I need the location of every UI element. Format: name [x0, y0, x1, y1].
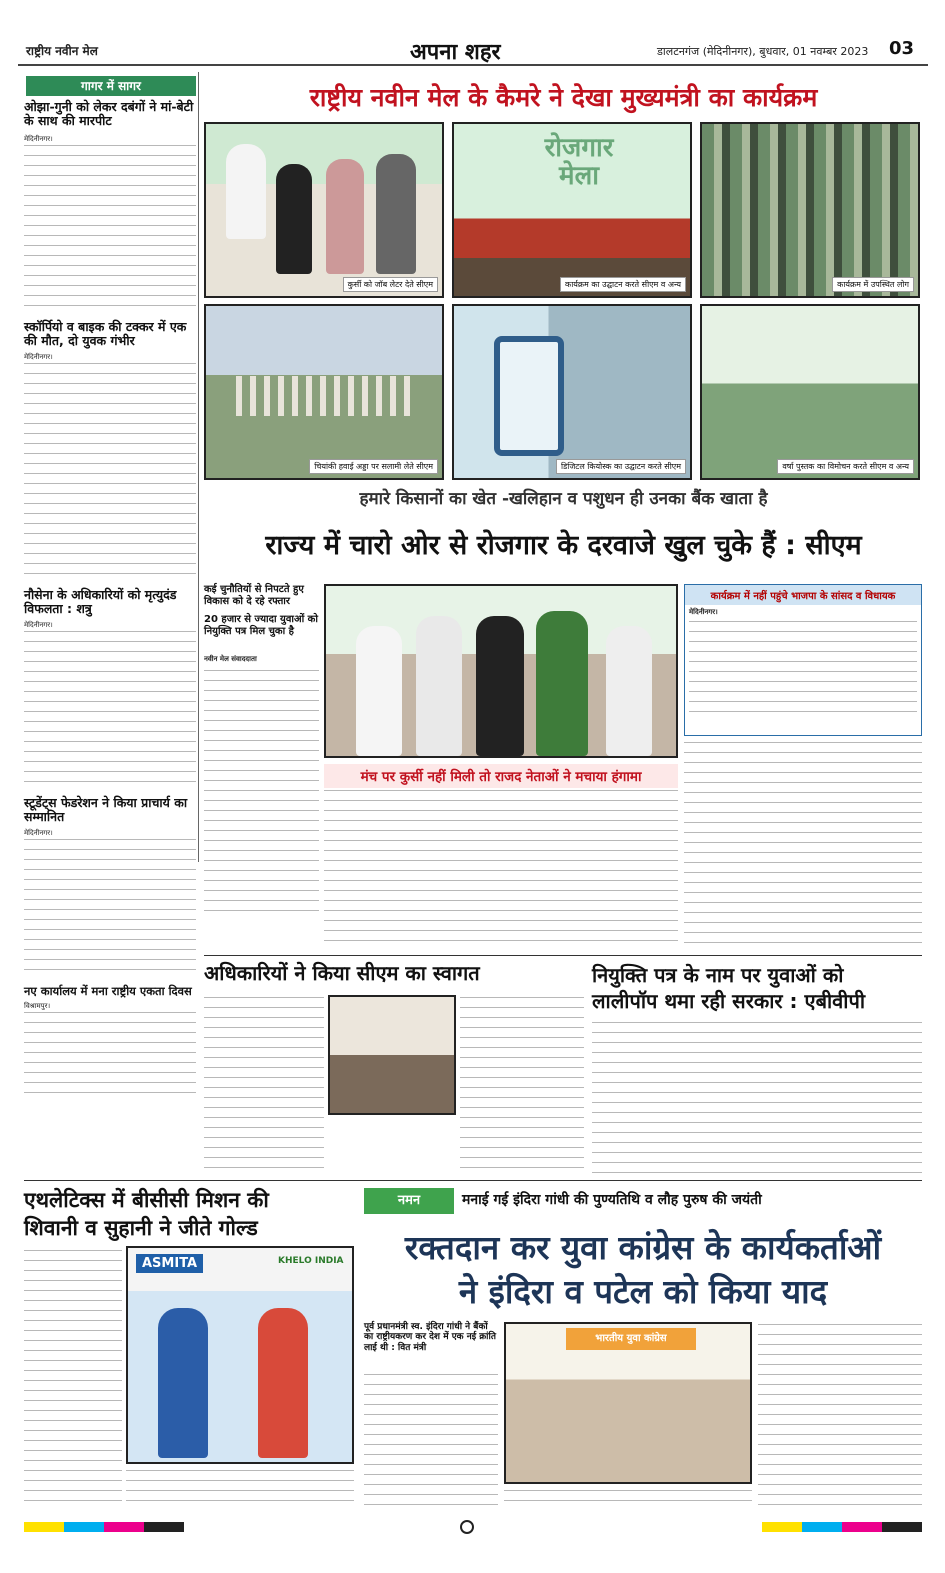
divider	[24, 1180, 922, 1181]
newspaper-logo: राष्ट्रीय नवीन मेल	[26, 44, 98, 58]
khelo-india-label: KHELO INDIA	[278, 1256, 344, 1266]
abvp-headline	[592, 962, 922, 1014]
box-headline: कार्यक्रम में नहीं पहुंचे भाजपा के सांसद व विधायक	[685, 585, 921, 605]
photo-digital-kiosk	[452, 304, 692, 480]
story-lead: मेदिनीनगर।	[24, 621, 53, 629]
story-headline: स्कॉर्पियो व बाइक की टक्कर में एक की मौत, दो युवक गंभीर	[24, 319, 187, 349]
main-headline: राज्य में चारो ओर से रोजगार के दरवाजे खुल चुके हैं : सीएम	[265, 530, 862, 561]
photo-blood-donation	[504, 1322, 752, 1484]
story-text	[689, 619, 917, 719]
photo-guard-of-honour	[204, 304, 444, 480]
photo-inauguration	[452, 122, 692, 298]
naman-title: मनाई गई इंदिरा गांधी की पुण्यतिथि व लौह पुरुष की जयंती	[462, 1192, 762, 1208]
story-text	[364, 1372, 498, 1510]
story-text	[24, 143, 196, 313]
story-text	[204, 995, 324, 1175]
story-text	[24, 1010, 196, 1102]
story-headline: नौसेना के अधिकारियों को मृत्युदंड विफलता : शत्रु	[24, 587, 177, 617]
page-number: 03	[889, 38, 915, 59]
column-divider	[198, 72, 199, 862]
story-text	[684, 740, 922, 950]
congress-banner: भारतीय युवा कांग्रेस	[566, 1328, 696, 1350]
photo-caption: डिजिटल कियोस्क का उद्घाटन करते सीएम	[556, 459, 686, 474]
story-lead: मेदिनीनगर।	[24, 135, 53, 143]
photo-officers-welcome	[328, 995, 456, 1115]
photo-cm-main	[324, 584, 678, 758]
story-text	[592, 1020, 922, 1175]
story-text	[504, 1488, 752, 1510]
story-lead: मेदिनीनगर।	[24, 353, 53, 361]
photo-caption: कार्यक्रम में उपस्थित लोग	[832, 277, 914, 292]
story-lead: मेदिनीनगर।	[24, 829, 53, 837]
photo-book-launch	[700, 304, 920, 480]
story-headline: स्टूडेंट्स फेडरेशन ने किया प्राचार्य का सम्मानित	[24, 795, 188, 825]
byline: नवीन मेल संवाददाता	[204, 654, 257, 663]
photo-cm-job-letter	[204, 122, 444, 298]
story-text	[460, 995, 584, 1175]
stage-sign: रोजगार	[544, 133, 614, 163]
stage-sign: मेला	[559, 161, 599, 191]
photo-feature-banner: राष्ट्रीय नवीन मेल के कैमरे ने देखा मुख्यमंत्री का कार्यक्रम	[309, 83, 818, 112]
story-text	[758, 1322, 922, 1510]
officers-headline: अधिकारियों ने किया सीएम का स्वागत	[204, 961, 480, 985]
headline-line: ने इंदिरा व पटेल को किया याद	[458, 1272, 828, 1311]
registration-mark	[460, 1520, 474, 1534]
photo-athletes	[126, 1246, 354, 1464]
story-headline: ओझा-गुनी को लेकर दबंगों ने मां-बेटी के साथ की मारपीट	[24, 99, 194, 129]
photo-caption: कुर्सी को जॉब लेटर देते सीएम	[343, 277, 438, 292]
story-headline: नए कार्यालय में मना राष्ट्रीय एकता दिवस	[24, 984, 192, 998]
sub-headline: हमारे किसानों का खेत -खलिहान व पशुधन ही उनका बैंक खाता है	[359, 489, 768, 509]
divider	[204, 955, 922, 956]
headline-line: नियुक्ति पत्र के नाम पर युवाओं को	[592, 963, 844, 987]
headline-line: रक्तदान कर युवा कांग्रेस के कार्यकर्ताओं	[404, 1228, 882, 1267]
story-lead: मेदिनीनगर।	[689, 607, 718, 616]
story-text	[126, 1468, 354, 1510]
left-column-header: गागर में सागर	[26, 76, 196, 96]
kicker: 20 हजार से ज्यादा युवाओं को नियुक्ति पत्र मिल चुका है	[204, 614, 318, 637]
story-text	[204, 668, 319, 918]
kicker: कई चुनौतियों से निपटते हुए विकास को दे रहे रफ्तार	[204, 584, 304, 607]
headline-line: एथलेटिक्स में बीसीसी मिशन की	[24, 1188, 269, 1212]
dateline: डालटनगंज (मेदिनीनगर), बुधवार, 01 नवम्बर 2023	[657, 45, 869, 58]
story-text	[24, 837, 196, 977]
photo-audience	[700, 122, 920, 298]
naman-tag: नमन	[364, 1188, 454, 1214]
congress-headline	[364, 1226, 922, 1314]
photo-caption: चियांकी हवाई अड्डा पर सलामी लेते सीएम	[309, 459, 438, 474]
boxed-story	[684, 584, 922, 736]
red-story-headline: मंच पर कुर्सी नहीं मिली तो राजद नेताओं ने मचाया हंगामा	[324, 764, 678, 788]
story-text	[24, 1248, 122, 1510]
story-text	[24, 629, 196, 791]
section-title: अपना शहर	[410, 40, 501, 65]
photo-caption: वर्षा पुस्तक का विमोचन करते सीएम व अन्य	[777, 459, 914, 474]
headline-line: शिवानी व सुहानी ने जीते गोल्ड	[24, 1216, 258, 1240]
asmita-banner: ASMITA	[136, 1254, 203, 1273]
photo-caption: कार्यक्रम का उद्घाटन करते सीएम व अन्य	[560, 277, 686, 292]
story-text	[24, 361, 196, 581]
headline-line: लालीपॉप थमा रही सरकार : एबीवीपी	[592, 989, 866, 1013]
story-lead: विश्रामपुर।	[24, 1002, 51, 1010]
story-text	[324, 788, 678, 948]
athletics-headline	[24, 1186, 354, 1242]
vitt-mantri-kicker: पूर्व प्रधानमंत्री स्व. इंदिरा गांधी ने बैंकों का राष्ट्रीयकरण कर देश में एक नई क्रांति लाई थी : वित मंत्री	[364, 1322, 496, 1353]
